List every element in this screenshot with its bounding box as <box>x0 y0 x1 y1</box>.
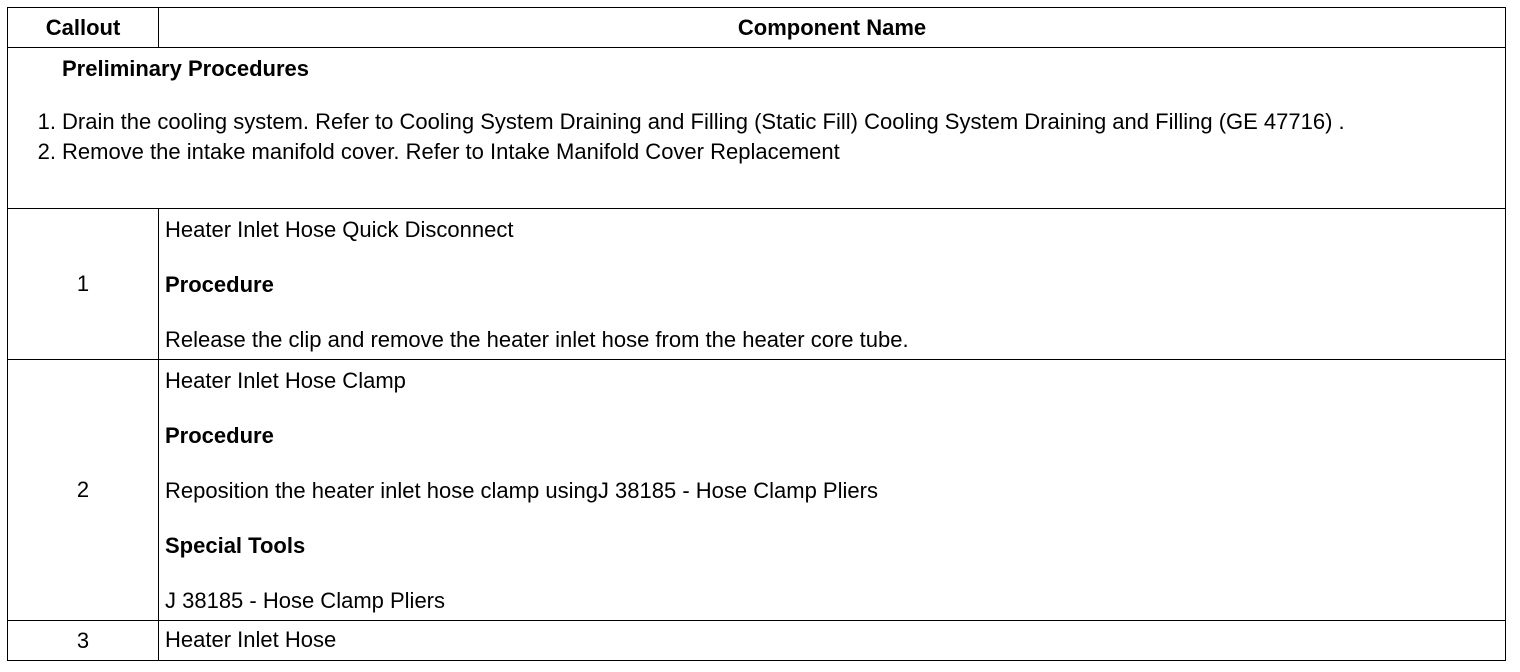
component-name: Heater Inlet Hose Clamp <box>165 368 406 393</box>
callout-cell: 1 <box>8 209 159 360</box>
component-cell <box>159 209 1506 360</box>
step-text: Remove the intake manifold cover. Refer to Intake Manifold Cover Replacement <box>62 139 840 164</box>
procedure-text: Release the clip and remove the heater inlet hose from the heater core tube. <box>165 327 909 352</box>
step-number: 1. <box>37 109 56 134</box>
component-cell <box>159 621 1506 661</box>
procedure-label: Procedure <box>165 423 274 448</box>
callout-cell: 3 <box>8 621 159 661</box>
table-row <box>8 360 1506 621</box>
preliminary-cell <box>8 48 1506 209</box>
callout-cell: 2 <box>8 360 159 621</box>
preliminary-title: Preliminary Procedures <box>62 56 310 81</box>
step-text: Drain the cooling system. Refer to Cooling System Draining and Filling (Static Fill) Cooling System Draining and Filling (GE 47716) . <box>62 109 1345 134</box>
component-name: Heater Inlet Hose <box>165 627 337 652</box>
special-tools-label: Special Tools <box>165 533 306 558</box>
component-name: Heater Inlet Hose Quick Disconnect <box>165 217 514 242</box>
callout-header: Callout <box>8 8 159 48</box>
table-row <box>8 209 1506 360</box>
preliminary-row <box>8 48 1506 209</box>
component-cell <box>159 360 1506 621</box>
header-row <box>8 8 1506 48</box>
component-table <box>7 7 1506 661</box>
procedure-label: Procedure <box>165 272 274 297</box>
procedure-text: Reposition the heater inlet hose clamp usingJ 38185 - Hose Clamp Pliers <box>165 478 878 503</box>
step-number: 2. <box>37 139 56 164</box>
preliminary-step <box>14 109 1499 135</box>
table-row <box>8 621 1506 661</box>
preliminary-steps <box>14 109 1499 165</box>
special-tools-text: J 38185 - Hose Clamp Pliers <box>165 588 446 613</box>
component-name-header: Component Name <box>159 8 1506 48</box>
preliminary-step <box>14 139 1499 165</box>
